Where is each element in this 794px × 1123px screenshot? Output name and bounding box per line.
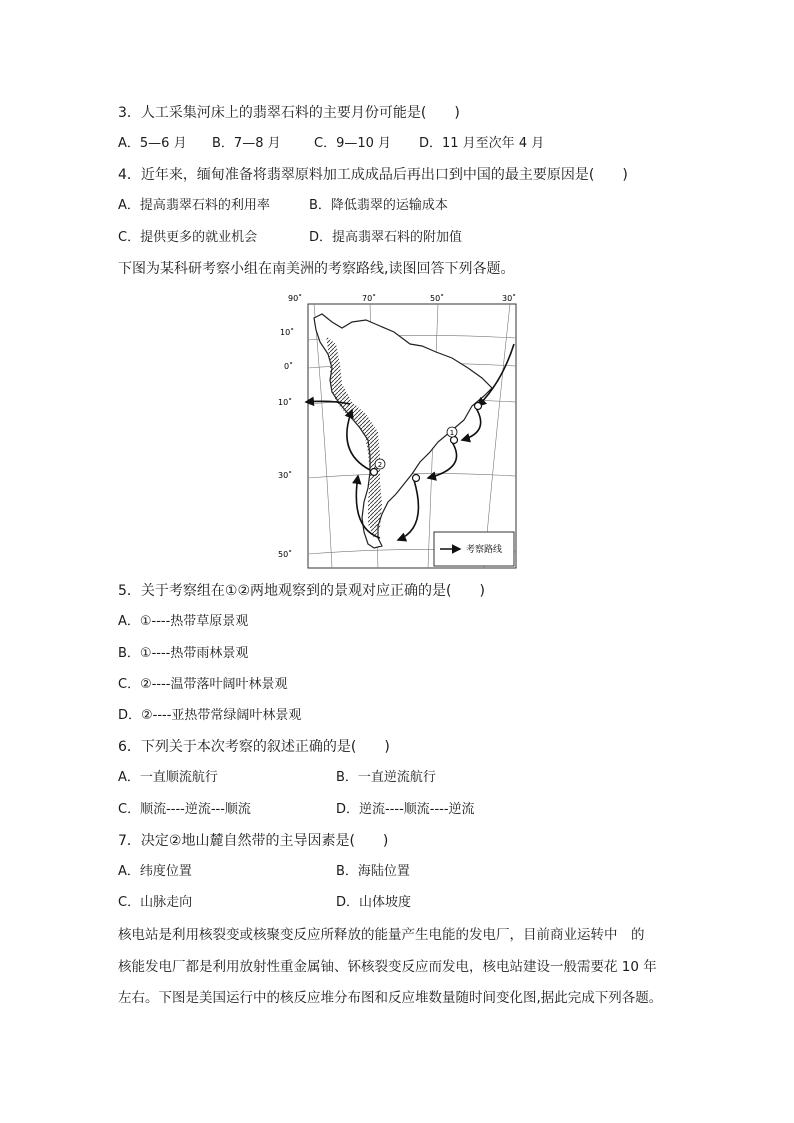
q5-option-a: A．①----热带草原景观 (118, 614, 249, 629)
lat-label-10n: 10˚ (280, 328, 295, 337)
q6-option-d: D．逆流----顺流----逆流 (336, 802, 475, 817)
q4-option-d: D．提高翡翠石料的附加值 (309, 230, 463, 245)
station-a (475, 403, 482, 410)
marker-2-label: 2 (377, 461, 383, 469)
q6-option-c: C．顺流----逆流---顺流 (118, 802, 251, 817)
lat-label-10s: 10˚ (278, 398, 293, 407)
q3-option-c: C．9—10 月 (314, 136, 392, 151)
q5-option-d: D．②----亚热带常绿阔叶林景观 (118, 708, 302, 723)
q6-option-a: A．一直顺流航行 (118, 770, 218, 785)
nuclear-intro-line-2: 核能发电厂都是利用放射性重金属铀、钚核裂变反应而发电，核电站建设一般需要花 10 年 (118, 959, 657, 975)
map-intro: 下图为某科研考察小组在南美洲的考察路线,读图回答下列各题。 (118, 261, 515, 277)
q3-option-d: D．11 月至次年 4 月 (419, 136, 545, 151)
lon-label-30: 30˚ (502, 294, 517, 303)
q7-option-a: A．纬度位置 (118, 864, 192, 879)
question-6-stem: 6．下列关于本次考察的叙述正确的是( ) (118, 739, 390, 755)
q5-option-b: B．①----热带雨林景观 (118, 646, 249, 661)
question-5-stem: 5．关于考察组在①②两地观察到的景观对应正确的是( ) (118, 583, 485, 599)
south-america-route-map (270, 292, 518, 570)
question-3-stem: 3．人工采集河床上的翡翠石料的主要月份可能是( ) (118, 105, 460, 121)
nuclear-intro-line-3: 左右。下图是美国运行中的核反应堆分布图和反应堆数量随时间变化图,据此完成下列各题。 (118, 990, 663, 1006)
q6-option-b: B．一直逆流航行 (336, 770, 436, 785)
q7-option-c: C．山脉走向 (118, 895, 193, 910)
station-d (371, 469, 378, 476)
q4-option-b: B．降低翡翠的运输成本 (309, 198, 448, 213)
q3-option-a: A．5—6 月 (118, 136, 187, 151)
question-4-stem: 4．近年来，缅甸准备将翡翠原料加工成成品后再出口到中国的最主要原因是( ) (118, 167, 628, 183)
station-b (451, 437, 458, 444)
q7-option-d: D．山体坡度 (336, 895, 412, 910)
station-c (413, 475, 420, 482)
lon-label-50: 50˚ (430, 294, 445, 303)
lon-label-70: 70˚ (362, 294, 377, 303)
q5-option-c: C．②----温带落叶阔叶林景观 (118, 677, 288, 692)
lat-label-30s: 30˚ (278, 471, 293, 480)
q4-option-a: A．提高翡翠石料的利用率 (118, 198, 270, 213)
legend-label: 考察路线 (466, 545, 503, 555)
marker-1-label: 1 (449, 429, 455, 437)
q7-option-b: B．海陆位置 (336, 864, 410, 879)
nuclear-intro-line-1: 核电站是利用核裂变或核聚变反应所释放的能量产生电能的发电厂，目前商业运转中 的 (118, 927, 645, 943)
q4-option-c: C．提供更多的就业机会 (118, 230, 258, 245)
q3-option-b: B．7—8 月 (212, 136, 281, 151)
question-7-stem: 7．决定②地山麓自然带的主导因素是( ) (118, 833, 389, 849)
lat-label-50s: 50˚ (278, 550, 293, 559)
lon-label-90: 90˚ (288, 294, 303, 303)
lat-label-0: 0˚ (284, 362, 294, 371)
